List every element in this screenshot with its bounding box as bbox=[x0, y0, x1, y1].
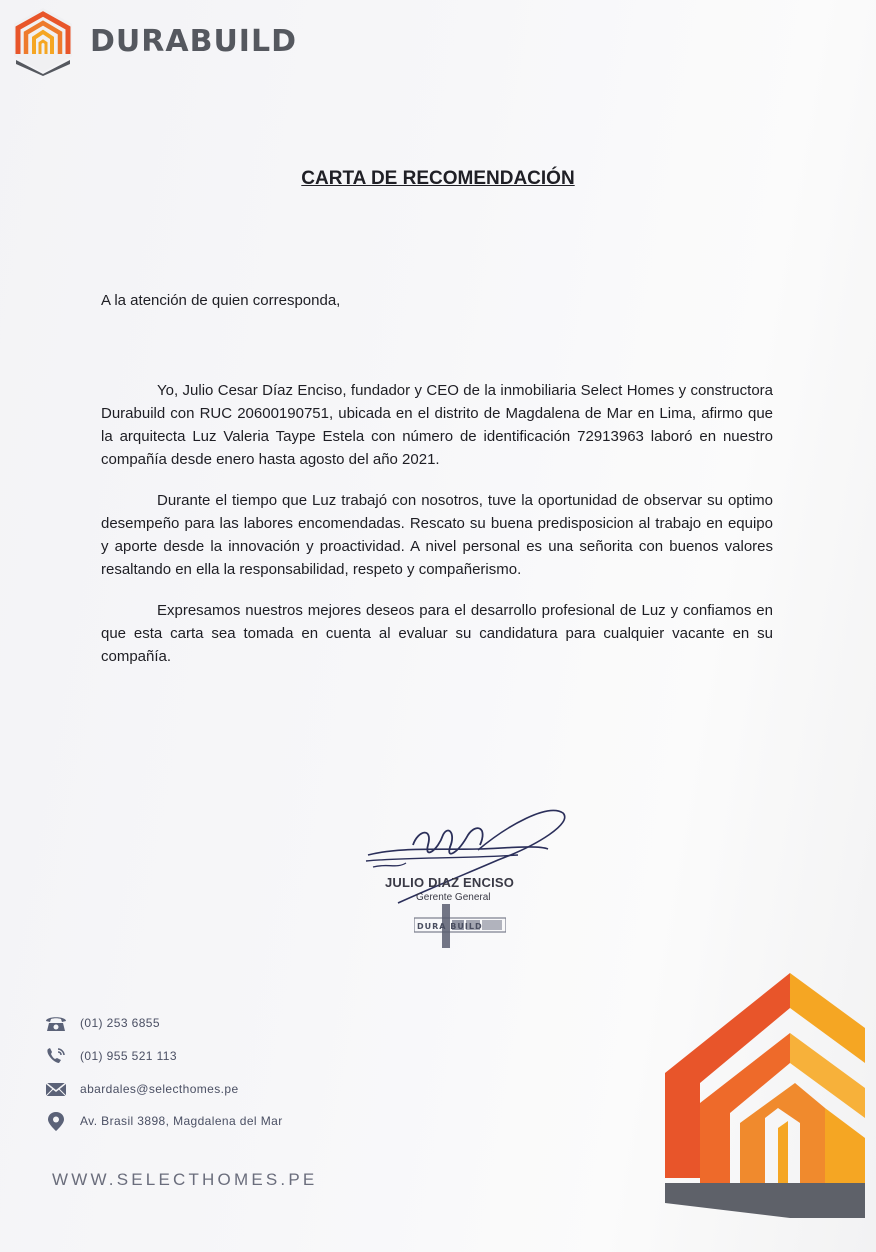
company-logo bbox=[12, 6, 297, 76]
contact-email bbox=[44, 1079, 239, 1099]
envelope-icon bbox=[44, 1079, 68, 1099]
phone-call-icon bbox=[44, 1046, 68, 1066]
telephone-icon bbox=[44, 1013, 68, 1033]
website-url: WWW.SELECTHOMES.PE bbox=[52, 1170, 318, 1189]
contact-phone-text: (01) 253 6855 bbox=[80, 1016, 160, 1030]
selecthomes-house-logo-icon bbox=[660, 968, 870, 1223]
contact-address-text: Av. Brasil 3898, Magdalena del Mar bbox=[80, 1114, 283, 1128]
company-stamp bbox=[414, 904, 506, 948]
signatory-role: Gerente General bbox=[416, 892, 491, 903]
contact-address bbox=[44, 1111, 283, 1131]
signatory-name: JULIO DIAZ ENCISO bbox=[385, 875, 515, 890]
contact-email-text: abardales@selecthomes.pe bbox=[80, 1082, 239, 1096]
letter-paragraph-2: Durante el tiempo que Luz trabajó con nosotros, tuve la oportunidad de observar su optimo desempeño para las labores encomendadas. Rescato su buena predisposicion al trabajo en equipo y aporte desde la innovación y proactividad. A nivel personal es una señorita con buenos valores resaltando en ella la responsabilidad, respeto y compañerismo. bbox=[101, 492, 773, 578]
durabuild-logo-icon bbox=[12, 6, 74, 76]
location-pin-icon bbox=[44, 1111, 68, 1131]
letter-title: CARTA DE RECOMENDACIÓN bbox=[301, 168, 575, 189]
contact-cell-text: (01) 955 521 113 bbox=[80, 1049, 177, 1063]
stamp-text: DURA BUILD bbox=[417, 922, 483, 931]
letter-paragraph-1: Yo, Julio Cesar Díaz Enciso, fundador y CEO de la inmobiliaria Select Homes y constructora Durabuild con RUC 20600190751, ubicada en el distrito de Magdalena de Mar en Lima, afirmo que la arquitecta Luz Valeria Taype Estela con número de identificación 72913963 laboró en nuestro compañía desde enero hasta agosto del año 2021. bbox=[101, 382, 773, 468]
brand-name: DURABUILD bbox=[90, 23, 297, 59]
letter-paragraph-3: Expresamos nuestros mejores deseos para el desarrollo profesional de Luz y confiamos en que esta carta sea tomada en cuenta al evaluar su candidatura para cualquier vacante en su compañía. bbox=[101, 602, 773, 665]
contact-cell bbox=[44, 1046, 177, 1066]
letter-salutation: A la atención de quien corresponda, bbox=[101, 292, 341, 309]
contact-phone bbox=[44, 1013, 160, 1033]
